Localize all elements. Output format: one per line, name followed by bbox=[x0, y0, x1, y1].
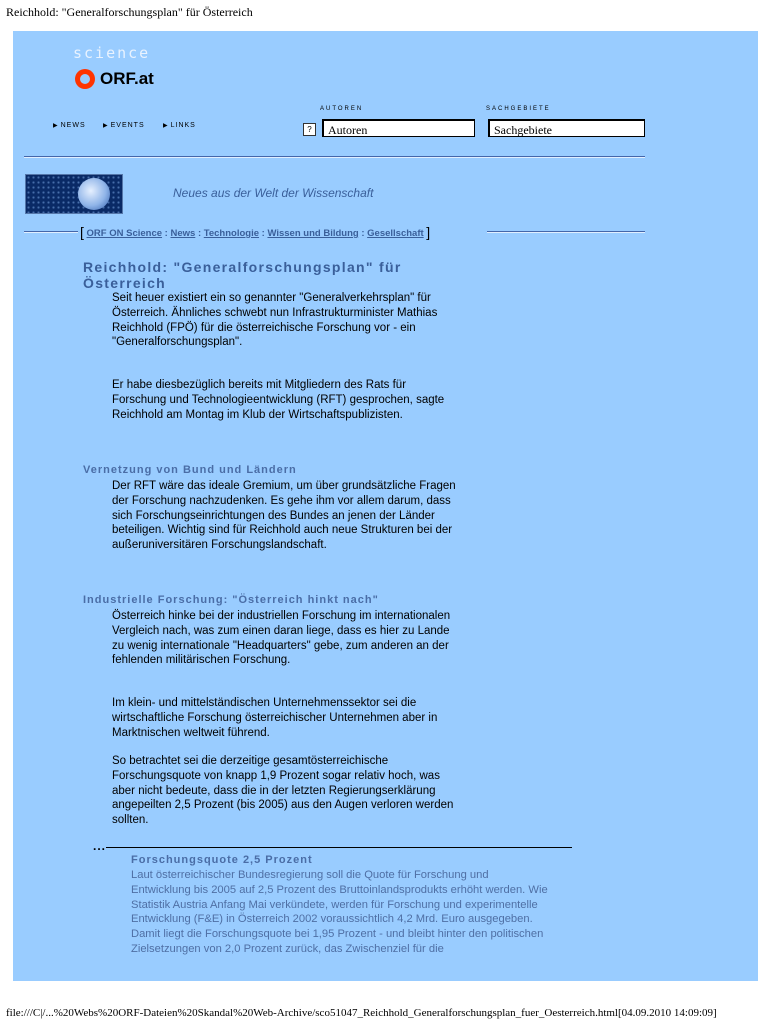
help-icon[interactable]: ? bbox=[303, 123, 316, 136]
orf-logo-icon[interactable] bbox=[75, 69, 95, 89]
section-text-vernetzung: Der RFT wäre das ideale Gremium, um über grundsätzliche Fragen der Forschung nachzudenken. Es gehe ihm vor allem darum, dass sich Forschungseinrichtungen des Bundes an jenen der Länder beteiligen. Wichtig sind für Reichhold auch neue Strukturen bei der außeruniversitären Forschungslandschaft. bbox=[112, 480, 456, 552]
sachgebiete-select[interactable]: Sachgebiete bbox=[488, 119, 645, 137]
separator-line bbox=[106, 847, 572, 848]
section-title-industrie: Industrielle Forschung: "Österreich hinkt nach" bbox=[83, 594, 379, 606]
page-title: Reichhold: "Generalforschungsplan" für Österreich bbox=[83, 259, 402, 291]
breadcrumb-orf-on-science[interactable]: ORF ON Science bbox=[86, 228, 163, 239]
breadcrumb: [ ORF ON Science : News : Technologie : Wissen und Bildung : Gesellschaft ] bbox=[80, 224, 431, 240]
globe-icon bbox=[78, 178, 110, 210]
brand-science: science bbox=[73, 44, 151, 62]
nav-events[interactable]: ▶ EVENTS bbox=[103, 122, 145, 129]
header-divider bbox=[24, 156, 645, 158]
brand-orf[interactable]: ORF.at bbox=[100, 69, 154, 88]
page-frame bbox=[13, 31, 758, 981]
section-title-vernetzung: Vernetzung von Bund und Ländern bbox=[83, 464, 297, 476]
section-text-industrie-3: So betrachtet sei die derzeitige gesamtösterreichische Forschungsquote von knapp 1,9 Prozent sogar relativ hoch, was aber nicht bedeute, dass die in der letzten Regierungserklärung angepeilten 2,5 Prozent (bis 2005) aus den Augen verloren werden sollten. bbox=[112, 755, 454, 827]
triangle-right-icon: ▶ bbox=[53, 123, 59, 129]
triangle-right-icon: ▶ bbox=[103, 123, 109, 129]
separator-dots: ... bbox=[93, 839, 107, 853]
breadcrumb-line-right bbox=[487, 231, 645, 233]
triangle-right-icon: ▶ bbox=[163, 123, 169, 129]
intro-paragraph-1: Seit heuer existiert ein so genannter "Generalverkehrsplan" für Österreich. Ähnliches schwebt nun Infrastrukturminister Mathias Reichhold (FPÖ) für die österreichische Forschung vor - ein "Generalforschungsplan". bbox=[112, 292, 438, 349]
section-text-industrie-2: Im klein- und mittelständischen Unternehmenssektor sei die wirtschaftliche Forschung österreichischer Unternehmen aber in Marktnischen weltweit führend. bbox=[112, 697, 438, 739]
box-text: Laut österreichischer Bundesregierung soll die Quote für Forschung und Entwicklung bis 2005 auf 2,5 Prozent des Bruttoinlandsprodukts erhöht werden. Wie Statistik Austria Anfang Mai verkündete, werden für Forschung und experimentelle Entwicklung (F&E) in Österreich 2002 voraussichtlich 4,2 Mrd. Euro ausgegeben. Damit liegt die Forschungsquote bei 1,95 Prozent - und bleibt hinter den politischen Zielsetzungen von 2,0 Prozent zurück, das Zwischenziel für die bbox=[131, 869, 548, 955]
nav-links[interactable]: ▶ LINKS bbox=[163, 122, 196, 129]
globe-banner bbox=[25, 174, 123, 214]
autoren-label: AUTOREN bbox=[320, 106, 364, 112]
print-header: Reichhold: "Generalforschungsplan" für Österreich bbox=[6, 5, 253, 19]
print-footer: file:///C|/...%20Webs%20ORF-Dateien%20Skandal%20Web-Archive/sco51047_Reichhold_Generalforschungsplan_fuer_Oesterreich.html[04.09.2010 14:09:09] bbox=[6, 1007, 717, 1019]
breadcrumb-technologie[interactable]: Technologie bbox=[203, 228, 260, 239]
breadcrumb-wissen-und-bildung[interactable]: Wissen und Bildung bbox=[267, 228, 359, 239]
autoren-select[interactable]: Autoren bbox=[322, 119, 475, 137]
breadcrumb-line-left bbox=[24, 231, 78, 233]
breadcrumb-gesellschaft[interactable]: Gesellschaft bbox=[367, 228, 424, 239]
breadcrumb-news[interactable]: News bbox=[170, 228, 196, 239]
box-title: Forschungsquote 2,5 Prozent bbox=[131, 854, 313, 866]
section-text-industrie-1: Österreich hinke bei der industriellen Forschung im internationalen Vergleich nach, was zum einen daran liege, dass es hier zu Lande zu wenig internationale "Headquarters" gebe, zum anderen an der fehlenden militärischen Forschung. bbox=[112, 610, 451, 667]
sachgebiete-label: SACHGEBIETE bbox=[486, 106, 551, 112]
tagline: Neues aus der Welt der Wissenschaft bbox=[173, 186, 374, 200]
intro-paragraph-2: Er habe diesbezüglich bereits mit Mitgliedern des Rats für Forschung und Technologieentwicklung (RFT) gesprochen, sagte Reichhold am Montag im Klub der Wirtschaftspublizisten. bbox=[112, 379, 445, 421]
nav-news[interactable]: ▶ NEWS bbox=[53, 122, 86, 129]
